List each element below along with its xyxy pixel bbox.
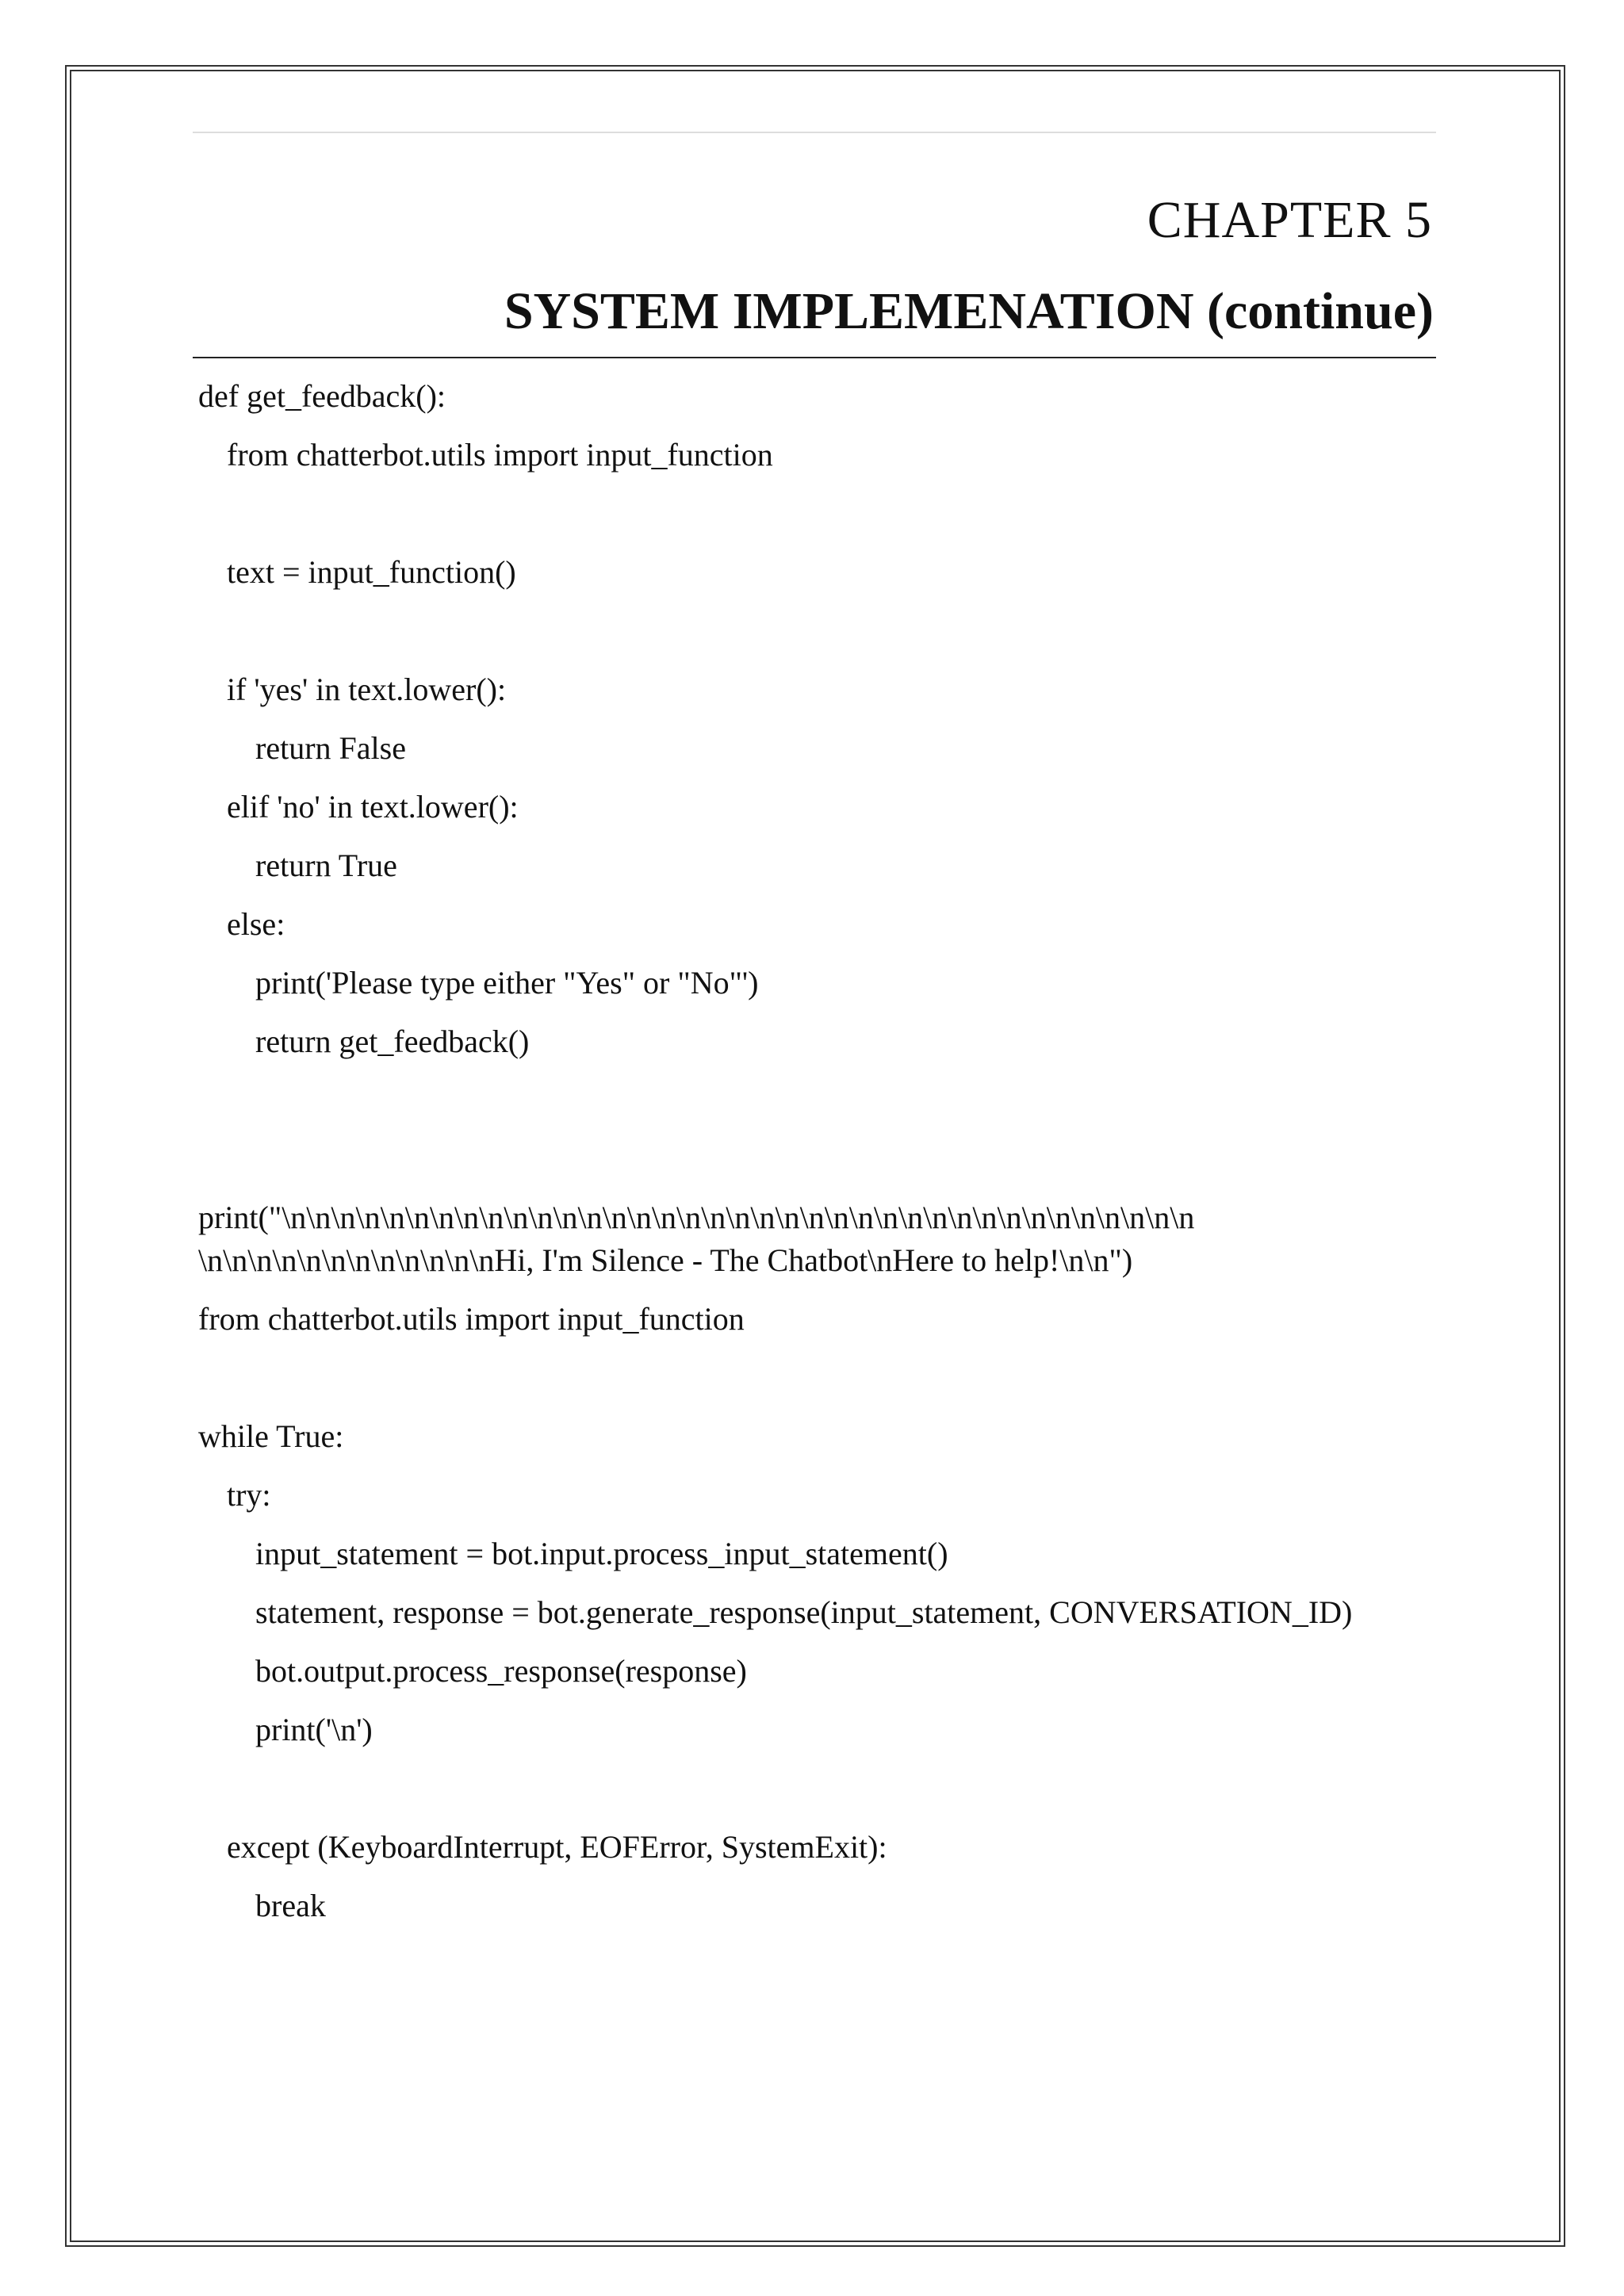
code-line: break	[255, 1888, 326, 1923]
header-rule	[193, 132, 1436, 133]
code-line: except (KeyboardInterrupt, EOFError, SystemExit):	[227, 1829, 887, 1865]
code-line: return get_feedback()	[255, 1024, 530, 1059]
code-line: elif 'no' in text.lower():	[227, 789, 519, 825]
code-line: input_statement = bot.input.process_input_statement()	[255, 1536, 948, 1571]
code-line: return False	[255, 730, 406, 766]
code-line: print('\n')	[255, 1712, 373, 1747]
code-line: while True:	[198, 1418, 344, 1454]
code-line: text = input_function()	[227, 554, 516, 590]
code-line: from chatterbot.utils import input_function	[227, 437, 773, 473]
code-line: else:	[227, 906, 285, 942]
code-line: print('Please type either "Yes" or "No"')	[255, 965, 759, 1001]
code-line: return True	[255, 848, 397, 883]
chapter-title: SYSTEM IMPLEMENATION (continue)	[504, 282, 1434, 340]
code-line: print("\n\n\n\n\n\n\n\n\n\n\n\n\n\n\n\n\n\n\n\n\n\n\n\n\n\n\n\n\n\n\n\n\n\n\n\n\n	[198, 1200, 1195, 1235]
title-underline	[193, 357, 1436, 358]
chapter-label: CHAPTER 5	[1147, 191, 1432, 249]
code-line: def get_feedback():	[198, 378, 446, 414]
code-line: if 'yes' in text.lower():	[227, 672, 507, 707]
code-line: try:	[227, 1477, 271, 1513]
code-line: \n\n\n\n\n\n\n\n\n\n\n\nHi, I'm Silence - The Chatbot\nHere to help!\n\n")	[198, 1242, 1133, 1278]
code-line: bot.output.process_response(response)	[255, 1653, 747, 1689]
code-line: statement, response = bot.generate_response(input_statement, CONVERSATION_ID)	[255, 1594, 1353, 1630]
code-line: from chatterbot.utils import input_function	[198, 1301, 745, 1337]
